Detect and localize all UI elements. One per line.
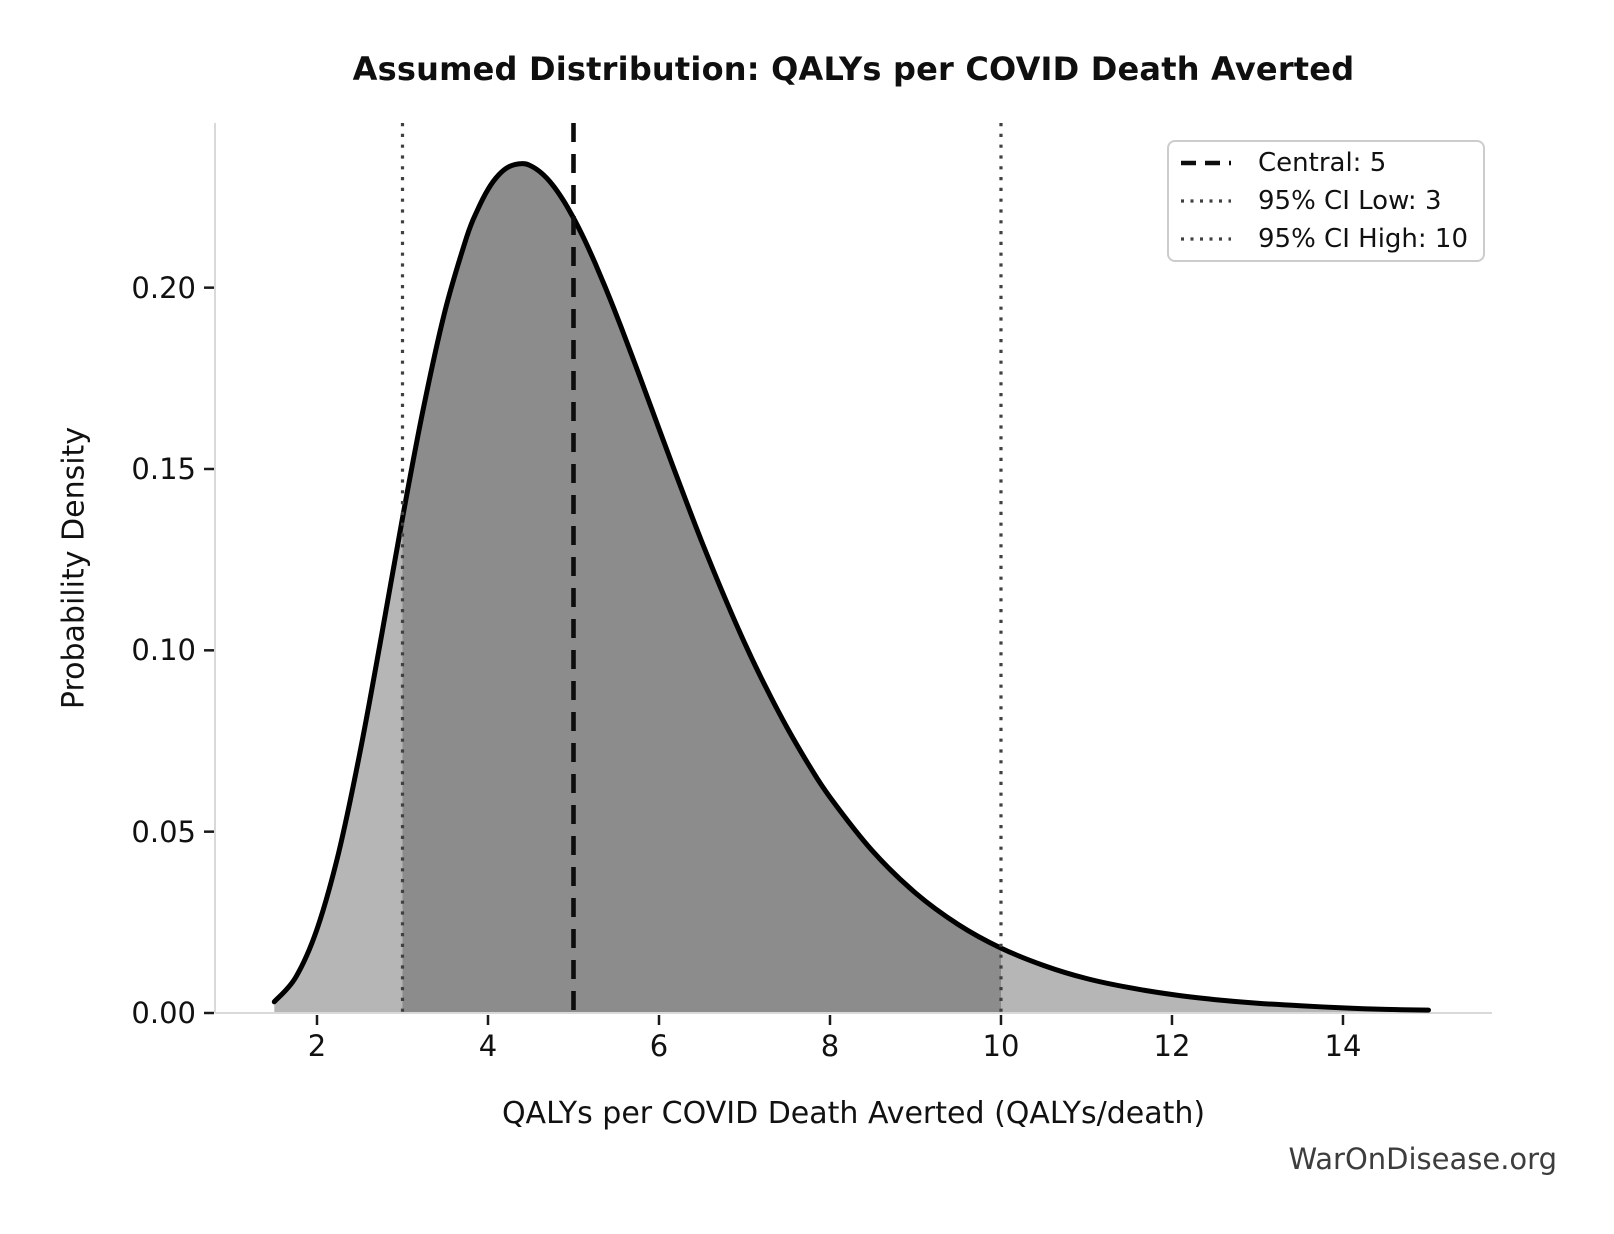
y-tick-label-0.05: 0.05 — [131, 814, 196, 849]
legend-label-ci-low: 95% CI Low: 3 — [1258, 186, 1442, 216]
density-fill-ci — [403, 164, 1002, 1013]
legend-entry-ci-low — [1180, 182, 1483, 220]
legend — [1167, 140, 1485, 262]
dashed-line-sample — [1180, 158, 1232, 168]
y-tick-label-0.10: 0.10 — [131, 633, 196, 668]
chart-title: Assumed Distribution: QALYs per COVID Death Averted — [352, 50, 1355, 88]
legend-label-ci-high: 95% CI High: 10 — [1258, 224, 1469, 254]
x-tick-label-8: 8 — [820, 1029, 840, 1063]
x-tick-label-14: 14 — [1324, 1029, 1362, 1063]
legend-entry-ci-high — [1180, 220, 1483, 258]
y-axis-label: Probability Density — [56, 426, 92, 710]
y-tick-label-0.20: 0.20 — [131, 270, 196, 305]
x-tick-label-2: 2 — [307, 1029, 327, 1063]
legend-entry-central — [1180, 144, 1483, 182]
x-tick-label-10: 10 — [982, 1029, 1020, 1063]
y-tick-label-0.15: 0.15 — [131, 451, 196, 486]
x-tick-label-4: 4 — [478, 1029, 498, 1063]
watermark: WarOnDisease.org — [1288, 1142, 1557, 1176]
y-tick-label-0.00: 0.00 — [131, 996, 196, 1030]
x-axis-label: QALYs per COVID Death Averted (QALYs/death) — [501, 1096, 1206, 1131]
x-tick-label-6: 6 — [649, 1029, 669, 1063]
legend-label-central: Central: 5 — [1258, 148, 1387, 178]
dotted-line-sample — [1180, 234, 1232, 244]
dotted-line-sample — [1180, 196, 1232, 206]
x-tick-label-12: 12 — [1153, 1029, 1191, 1063]
